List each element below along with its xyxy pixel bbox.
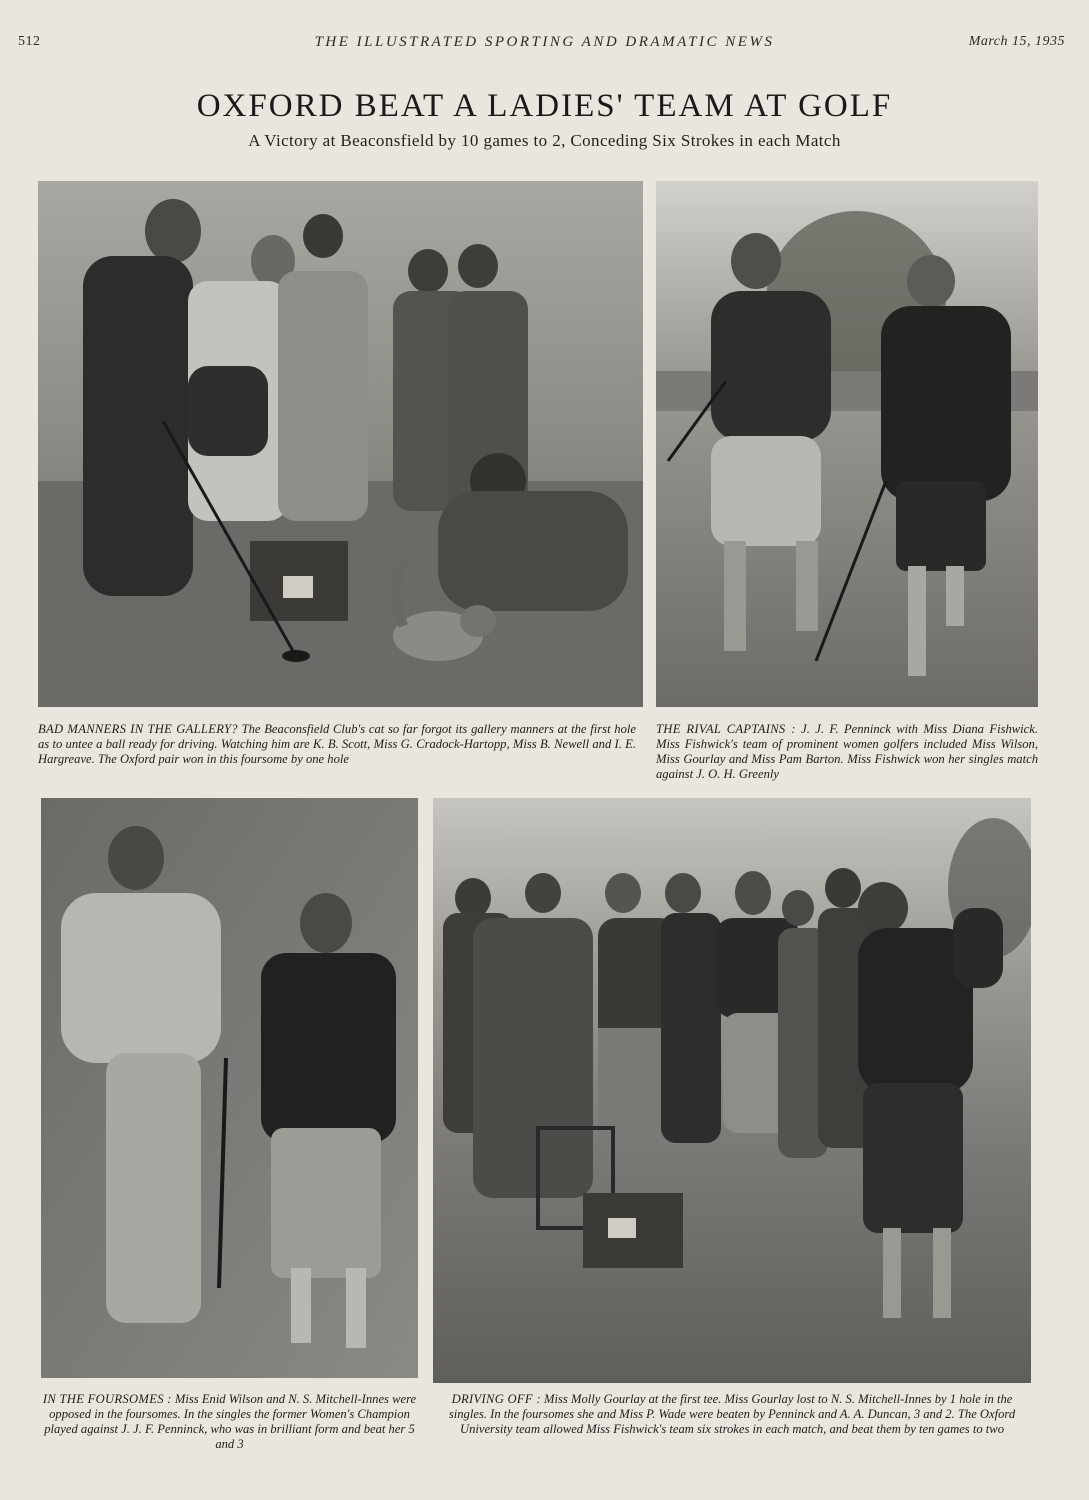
caption-gallery-text: The Beaconsfield Club's cat so far forgot its gallery manners at the first hole as to untee a ball ready for driving. Watching him are K. B. Scott, Miss G. Cradock-Hartopp, Miss B. Newell and I. E. Hargreave. The Oxford pair won in this foursome by one hole bbox=[38, 722, 636, 766]
publication-title: THE ILLUSTRATED SPORTING AND DRAMATIC NEWS bbox=[314, 34, 775, 50]
caption-foursomes-lead: IN THE FOURSOMES : bbox=[42, 1392, 172, 1406]
caption-driving-lead: DRIVING OFF : bbox=[451, 1392, 541, 1406]
caption-gallery-lead: BAD MANNERS IN THE GALLERY? bbox=[38, 722, 238, 736]
article-subheadline: A Victory at Beaconsfield by 10 games to 2, Conceding Six Strokes in each Match bbox=[248, 131, 841, 150]
caption-gallery bbox=[38, 722, 636, 767]
photo-rival-captains bbox=[656, 181, 1038, 707]
photo-driving-off bbox=[433, 798, 1031, 1383]
issue-date: March 15, 1935 bbox=[968, 34, 1065, 49]
caption-driving-off bbox=[433, 1392, 1031, 1437]
photo-gallery-cat bbox=[38, 181, 643, 707]
caption-foursomes bbox=[41, 1392, 418, 1452]
page-number: 512 bbox=[18, 34, 41, 49]
photo-foursomes bbox=[41, 798, 418, 1378]
caption-foursomes-text: Miss Enid Wilson and N. S. Mitchell-Innes were opposed in the foursomes. In the singles the former Women's Champion played against J. J. F. Penninck, who was in brilliant form and beat her 5 and 3 bbox=[44, 1392, 417, 1451]
caption-captains-text: J. J. F. Penninck with Miss Diana Fishwick. Miss Fishwick's team of prominent women golfers included Miss Wilson, Miss Gourlay and Miss Pam Barton. Miss Fishwick won her singles match against J. O. H. Greenly bbox=[656, 722, 1038, 781]
caption-captains bbox=[656, 722, 1038, 782]
caption-driving-text: Miss Molly Gourlay at the first tee. Miss Gourlay lost to N. S. Mitchell-Innes by 1 hole in the singles. In the foursomes she and Miss P. Wade were beaten by Penninck and A. A. Duncan, 3 and 2. The Oxford University team allowed Miss Fishwick's team six strokes in each match, and beat them by ten games to two bbox=[448, 1392, 1016, 1436]
caption-captains-lead: THE RIVAL CAPTAINS : bbox=[656, 722, 796, 736]
article-headline: OXFORD BEAT A LADIES' TEAM AT GOLF bbox=[196, 88, 893, 124]
